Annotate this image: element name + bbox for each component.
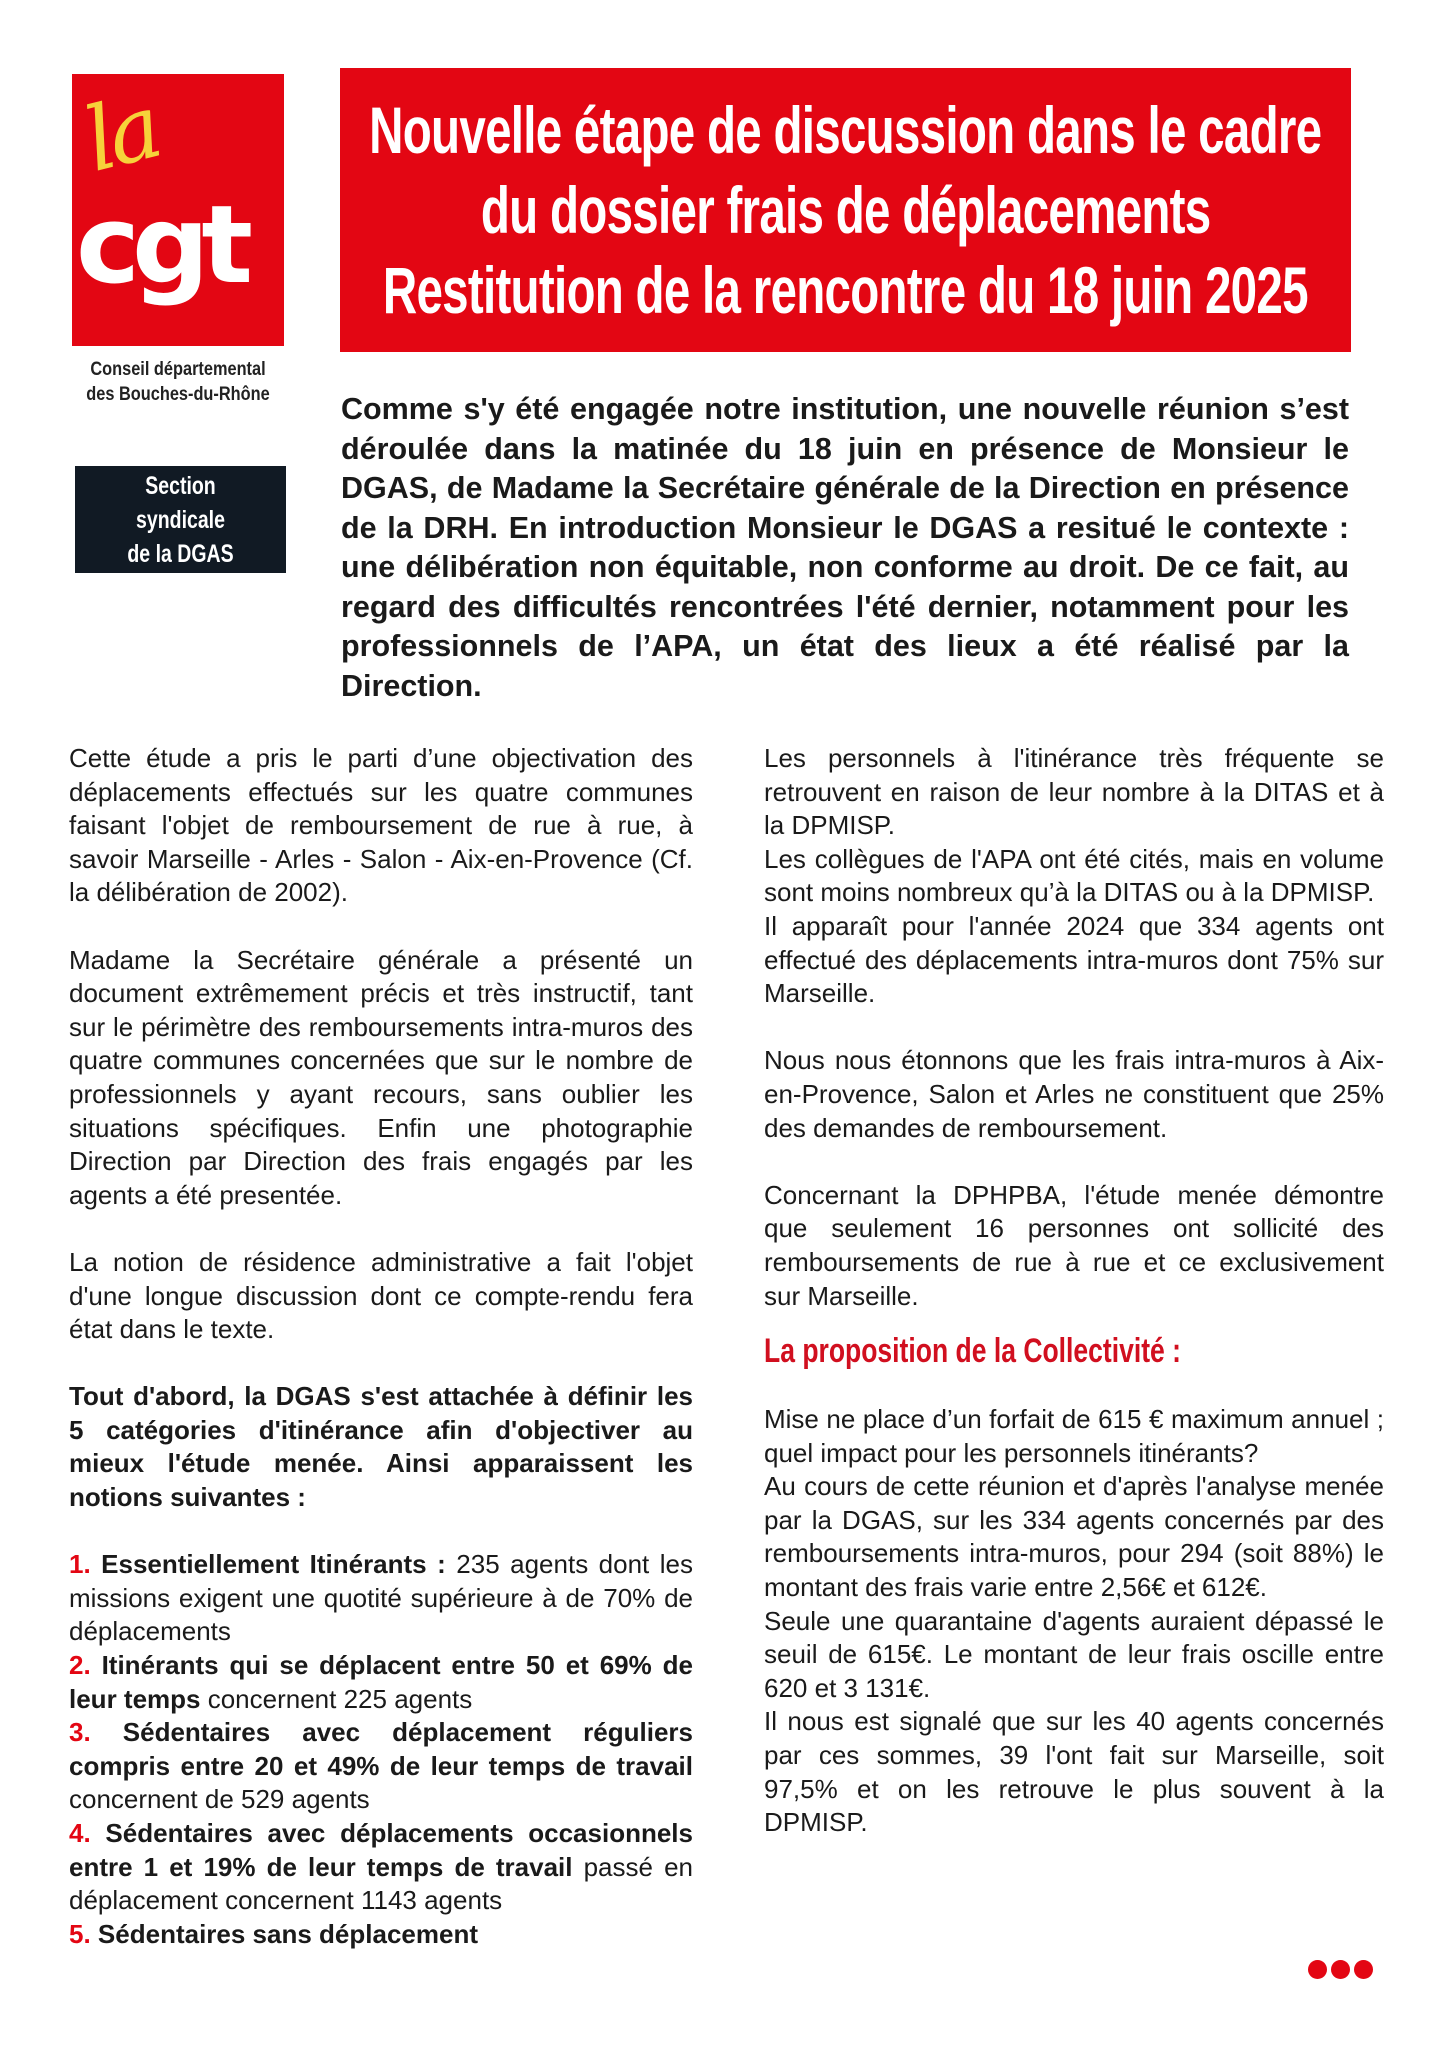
list-item-rest: concernent 225 agents bbox=[200, 1683, 473, 1714]
right-column bbox=[764, 742, 1384, 1840]
list-item-rest: 235 agents dont les missions exigent une quotité supérieure à de 70% de déplacements bbox=[69, 1549, 693, 1647]
right-paragraph-1b: Les collègues de l'APA ont été cités, mais en volume sont moins nombreux qu’à la DITAS ou à la DPMISP. bbox=[764, 843, 1384, 908]
category-list bbox=[69, 1548, 693, 1951]
right-paragraph-1a: Les personnels à l'itinérance très fréquente se retrouvent en raison de leur nombre à la DITAS et à la DPMISP. bbox=[764, 743, 1384, 841]
proposal-heading: La proposition de la Collectivité : bbox=[764, 1332, 1182, 1371]
right-paragraph-2: Nous nous étonnons que les frais intra-muros à Aix-en-Provence, Salon et Arles ne constituent que 25% des demandes de remboursement. bbox=[764, 1045, 1384, 1143]
list-item-bold: Sédentaires avec déplacement réguliers compris entre 20 et 49% de leur temps de travail bbox=[69, 1717, 693, 1781]
list-item-rest: passé en déplacement concernent 1143 agents bbox=[69, 1851, 693, 1916]
left-column bbox=[69, 742, 693, 1951]
list-item-number: 3. bbox=[69, 1717, 91, 1748]
list-item-bold: Itinérants qui se déplacent entre 50 et 69% de leur temps bbox=[69, 1650, 693, 1714]
list-item-bold: Essentiellement Itinérants : bbox=[101, 1549, 446, 1580]
right-paragraph-4d: Il nous est signalé que sur les 40 agents concernés par ces sommes, 39 l'ont fait sur Marseille, soit 97,5% et on les retrouve le plus souvent à la DPMISP. bbox=[764, 1706, 1384, 1838]
dot-icon bbox=[1331, 1960, 1350, 1979]
council-line-2: des Bouches-du-Rhône bbox=[86, 384, 270, 405]
left-paragraph-3: La notion de résidence administrative a fait l'objet d'une longue discussion dont ce compte-rendu fera état dans le texte. bbox=[69, 1246, 693, 1345]
right-paragraph-4b: Au cours de cette réunion et d'après l'analyse menée par la DGAS, sur les 334 agents concernés par des remboursements intra-muros, pour 294 (soit 88%) le montant des frais varie entre 2,56€ et 612€. bbox=[764, 1471, 1384, 1603]
right-paragraph-4c: Seule une quarantaine d'agents auraient dépassé le seuil de 615€. Le montant de leur frais oscille entre 620 et 3 131€. bbox=[764, 1605, 1384, 1703]
list-item-bold: Sédentaires sans déplacement bbox=[97, 1918, 478, 1949]
logo-la-text: la bbox=[74, 75, 167, 192]
intro-paragraph: Comme s'y été engagée notre institution, une nouvelle réunion s’est déroulée dans la matinée du 18 juin en présence de Monsieur le DGAS, de Madame la Secrétaire générale de la Direction en présence de la DRH. En introduction Monsieur le DGAS a resitué le contexte : une délibération non équitable, non conforme au droit. De ce fait, au regard des difficultés rencontrées l'été dernier, notamment pour les professionnels de l’APA, un état des lieux a été réalisé par la Direction. bbox=[341, 392, 1349, 703]
list-item-number: 5. bbox=[69, 1918, 91, 1949]
list-item-number: 2. bbox=[69, 1650, 91, 1681]
continuation-dots bbox=[1308, 1960, 1373, 1979]
cgt-logo bbox=[72, 74, 284, 346]
right-paragraph-3: Concernant la DPHPBA, l'étude menée démontre que seulement 16 personnes ont sollicité des remboursements de rue à rue et ce exclusivement sur Marseille. bbox=[764, 1179, 1384, 1311]
section-line-2: de la DGAS bbox=[127, 539, 234, 568]
left-paragraph-1: Cette étude a pris le parti d’une objectivation des déplacements effectués sur les quatre communes faisant l'objet de remboursement de rue à rue, à savoir Marseille - Arles - Salon - Aix-en-Provence (Cf. la délibération de 2002). bbox=[69, 743, 693, 908]
council-label bbox=[77, 357, 280, 407]
list-item-rest: concernent de 529 agents bbox=[69, 1784, 370, 1815]
list-item-number: 1. bbox=[69, 1549, 91, 1580]
list-item bbox=[69, 1649, 693, 1716]
title-banner bbox=[340, 68, 1351, 352]
dot-icon bbox=[1354, 1960, 1373, 1979]
right-paragraph-1c: Il apparaît pour l'année 2024 que 334 agents ont effectué des déplacements intra-muros dont 75% sur Marseille. bbox=[764, 910, 1384, 1009]
list-item-bold: Sédentaires avec déplacements occasionnels entre 1 et 19% de leur temps de travail bbox=[69, 1818, 693, 1882]
list-item bbox=[69, 1918, 693, 1952]
logo-cgt-text: cgt bbox=[76, 183, 245, 308]
left-paragraph-4: Tout d'abord, la DGAS s'est attachée à définir les 5 catégories d'itinérance afin d'objectiver au mieux l'étude menée. Ainsi apparaissent les notions suivantes : bbox=[69, 1381, 693, 1513]
council-line-1: Conseil départemental bbox=[90, 359, 266, 380]
title-line-3: Restitution de la rencontre du 18 juin 2025 bbox=[383, 253, 1308, 327]
list-item bbox=[69, 1817, 693, 1918]
dot-icon bbox=[1308, 1960, 1327, 1979]
section-line-1: Section syndicale bbox=[136, 471, 225, 534]
right-paragraph-4a: Mise ne place d’un forfait de 615 € maximum annuel ; quel impact pour les personnels itinérants? bbox=[764, 1404, 1384, 1468]
left-paragraph-2: Madame la Secrétaire générale a présenté un document extrêmement précis et très instructif, tant sur le périmètre des remboursements intra-muros des quatre communes concernées que sur le nombre de professionnels y ayant recours, sans oublier les situations spécifiques. Enfin une photographie Direction par Direction des frais engagés par les agents a été presentée. bbox=[69, 944, 693, 1210]
title-line-1: Nouvelle étape de discussion dans le cadre bbox=[369, 93, 1322, 167]
list-item-number: 4. bbox=[69, 1818, 91, 1848]
title-line-2: du dossier frais de déplacements bbox=[480, 173, 1211, 247]
list-item bbox=[69, 1548, 693, 1649]
section-badge bbox=[75, 466, 286, 573]
list-item bbox=[69, 1716, 693, 1817]
